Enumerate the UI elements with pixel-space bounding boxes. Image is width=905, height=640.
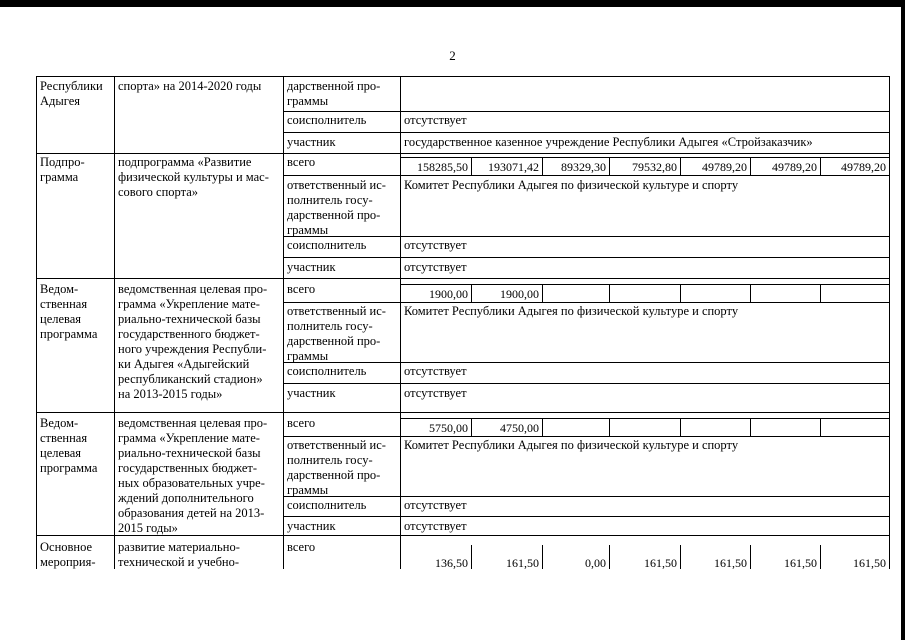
sub-value-text: Комитет Республики Адыгея по физической культуре и спорту bbox=[404, 438, 739, 452]
row-header-text: Ведом- bbox=[40, 282, 79, 296]
row-header-text: Основное bbox=[40, 540, 93, 554]
sub-value-text: отсутствует bbox=[404, 364, 467, 378]
amount-column-border bbox=[889, 157, 890, 175]
amount-column-border bbox=[889, 418, 890, 436]
program-name-text: грамма «Укрепление мате- bbox=[118, 297, 260, 311]
amount-cell: 4750,00 bbox=[500, 421, 539, 435]
row-border bbox=[36, 278, 889, 279]
row-border bbox=[283, 436, 889, 437]
sub-label-text: ответственный ис- bbox=[287, 304, 386, 318]
amount-cell: 158285,50 bbox=[417, 160, 468, 174]
column-border bbox=[114, 76, 115, 569]
sub-label-text: полнитель госу- bbox=[287, 319, 373, 333]
program-name-text: сового спорта» bbox=[118, 185, 199, 199]
program-name-text: спорта» на 2014-2020 годы bbox=[118, 79, 262, 93]
sub-label-text: граммы bbox=[287, 94, 329, 108]
program-name-text: государственного бюджет- bbox=[118, 327, 260, 341]
sub-label-text: дарственной про- bbox=[287, 208, 381, 222]
amount-column-border bbox=[542, 418, 543, 436]
amount-box-top bbox=[400, 284, 889, 285]
program-name-text: развитие материально- bbox=[118, 540, 240, 554]
row-header-text: целевая bbox=[40, 312, 82, 326]
sub-label-text: полнитель госу- bbox=[287, 453, 373, 467]
row-border bbox=[36, 412, 889, 413]
program-name-text: риально-технической базы bbox=[118, 312, 261, 326]
amount-column-border bbox=[750, 284, 751, 302]
row-header-text: целевая bbox=[40, 446, 82, 460]
program-name-text: физической культуры и мас- bbox=[118, 170, 269, 184]
program-name-text: 2015 годы» bbox=[118, 521, 178, 535]
sub-label-text: ответственный ис- bbox=[287, 178, 386, 192]
sub-label-text: участник bbox=[287, 519, 336, 533]
sub-value-text: государственное казенное учреждение Республики Адыгея «Стройзаказчик» bbox=[404, 135, 813, 149]
sub-label-text: дарственной про- bbox=[287, 334, 381, 348]
row-border bbox=[283, 516, 889, 517]
table-top-border bbox=[36, 76, 889, 77]
sub-label-text: дарственной про- bbox=[287, 468, 381, 482]
row-border bbox=[283, 302, 889, 303]
amount-cell: 161,50 bbox=[714, 556, 747, 570]
sub-label-text: дарственной про- bbox=[287, 79, 381, 93]
total-label-text: всего bbox=[287, 282, 316, 296]
amount-cell: 49789,20 bbox=[841, 160, 886, 174]
row-header-text: Подпро- bbox=[40, 155, 85, 169]
amount-cell: 161,50 bbox=[644, 556, 677, 570]
sub-label-text: участник bbox=[287, 386, 336, 400]
sub-value-text: отсутствует bbox=[404, 260, 467, 274]
row-border bbox=[283, 111, 889, 112]
row-header-text: Республики bbox=[40, 79, 103, 93]
table-left-border bbox=[36, 76, 37, 569]
row-border bbox=[283, 257, 889, 258]
program-name-text: государственных бюджет- bbox=[118, 461, 257, 475]
amount-cell: 79532,80 bbox=[632, 160, 677, 174]
row-header-text: программа bbox=[40, 327, 98, 341]
amount-cell: 161,50 bbox=[506, 556, 539, 570]
row-border bbox=[283, 132, 889, 133]
program-name-text: ведомственная целевая про- bbox=[118, 282, 268, 296]
total-label-text: всего bbox=[287, 540, 316, 554]
amount-cell: 161,50 bbox=[853, 556, 886, 570]
sub-label-text: граммы bbox=[287, 349, 329, 363]
sub-label-text: граммы bbox=[287, 223, 329, 237]
program-name-text: грамма «Укрепление мате- bbox=[118, 431, 260, 445]
sub-value-text: отсутствует bbox=[404, 498, 467, 512]
program-name-text: ведомственная целевая про- bbox=[118, 416, 268, 430]
program-name-text: ных образовательных учре- bbox=[118, 476, 265, 490]
row-header-text: Адыгея bbox=[40, 94, 81, 108]
amount-column-border bbox=[750, 418, 751, 436]
row-header-text: грамма bbox=[40, 170, 79, 184]
amount-cell: 0,00 bbox=[585, 556, 606, 570]
program-name-text: образования детей на 2013- bbox=[118, 506, 265, 520]
sub-label-text: соисполнитель bbox=[287, 498, 367, 512]
sub-label-text: полнитель госу- bbox=[287, 193, 373, 207]
scan-right-border bbox=[901, 0, 905, 640]
sub-value-text: отсутствует bbox=[404, 386, 467, 400]
row-border bbox=[36, 153, 889, 154]
amount-cell: 1900,00 bbox=[500, 287, 539, 301]
row-border bbox=[283, 175, 889, 176]
program-name-text: технической и учебно- bbox=[118, 555, 240, 569]
amount-cell: 193071,42 bbox=[488, 160, 539, 174]
sub-value-text: отсутствует bbox=[404, 519, 467, 533]
sub-value-text: Комитет Республики Адыгея по физической культуре и спорту bbox=[404, 304, 739, 318]
row-border bbox=[283, 496, 889, 497]
program-name-text: ждений дополнительного bbox=[118, 491, 254, 505]
amount-column-border bbox=[609, 284, 610, 302]
amount-box-top bbox=[400, 418, 889, 419]
program-name-text: ного учреждения Республи- bbox=[118, 342, 267, 356]
amount-cell: 1900,00 bbox=[429, 287, 468, 301]
sub-label-text: соисполнитель bbox=[287, 113, 367, 127]
sub-label-text: соисполнитель bbox=[287, 238, 367, 252]
row-header-text: программа bbox=[40, 461, 98, 475]
row-header-text: ственная bbox=[40, 297, 88, 311]
amount-box-top bbox=[400, 157, 889, 158]
sub-label-text: соисполнитель bbox=[287, 364, 367, 378]
program-name-text: риально-технической базы bbox=[118, 446, 261, 460]
row-border bbox=[283, 362, 889, 363]
amount-column-border bbox=[820, 284, 821, 302]
sub-value-text: отсутствует bbox=[404, 238, 467, 252]
program-name-text: на 2013-2015 годы» bbox=[118, 387, 223, 401]
sub-label-text: граммы bbox=[287, 483, 329, 497]
program-name-text: республиканский стадион» bbox=[118, 372, 263, 386]
sub-value-text: отсутствует bbox=[404, 113, 467, 127]
row-header-text: мероприя- bbox=[40, 555, 96, 569]
page-number: 2 bbox=[449, 48, 456, 63]
row-border bbox=[283, 236, 889, 237]
table-right-border bbox=[889, 76, 890, 569]
program-name-text: ки Адыгея «Адыгейский bbox=[118, 357, 250, 371]
amount-column-border bbox=[680, 284, 681, 302]
row-header-text: ственная bbox=[40, 431, 88, 445]
amount-column-border bbox=[820, 418, 821, 436]
scan-top-border bbox=[0, 0, 905, 7]
amount-column-border bbox=[889, 284, 890, 302]
row-header-text: Ведом- bbox=[40, 416, 79, 430]
amount-column-border bbox=[680, 418, 681, 436]
amount-column-border bbox=[609, 418, 610, 436]
amount-cell: 136,50 bbox=[435, 556, 468, 570]
amount-cell: 5750,00 bbox=[429, 421, 468, 435]
total-label-text: всего bbox=[287, 416, 316, 430]
sub-label-text: участник bbox=[287, 135, 336, 149]
amount-cell: 89329,30 bbox=[561, 160, 606, 174]
program-name-text: подпрограмма «Развитие bbox=[118, 155, 252, 169]
amount-cell: 49789,20 bbox=[772, 160, 817, 174]
amount-cell: 161,50 bbox=[784, 556, 817, 570]
row-border bbox=[283, 383, 889, 384]
amount-column-border bbox=[542, 284, 543, 302]
total-label-text: всего bbox=[287, 155, 316, 169]
sub-label-text: ответственный ис- bbox=[287, 438, 386, 452]
sub-value-text: Комитет Республики Адыгея по физической культуре и спорту bbox=[404, 178, 739, 192]
amount-cell: 49789,20 bbox=[702, 160, 747, 174]
row-border bbox=[36, 535, 889, 536]
sub-label-text: участник bbox=[287, 260, 336, 274]
